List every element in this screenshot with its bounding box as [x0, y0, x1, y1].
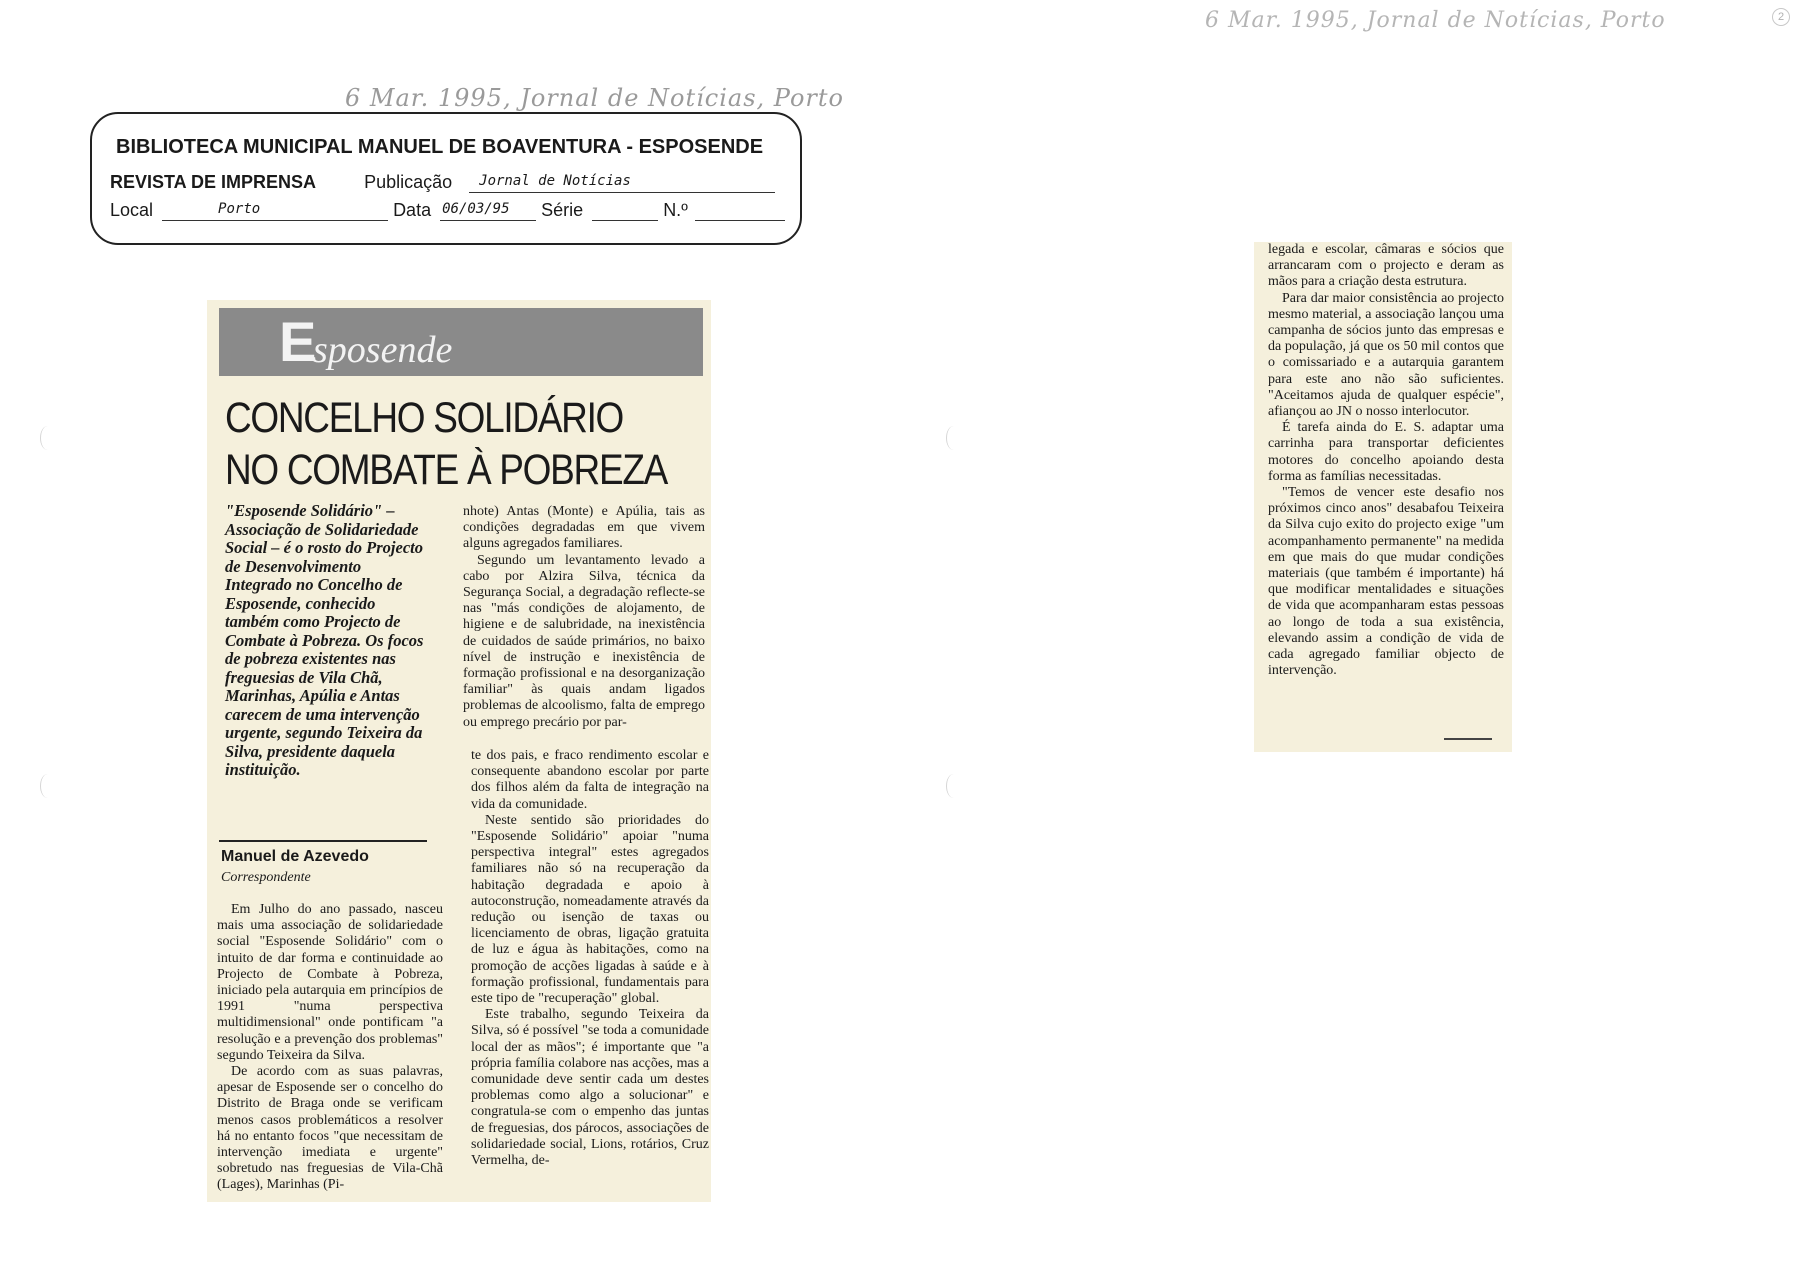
section-banner: [219, 308, 703, 376]
stamp-title: BIBLIOTECA MUNICIPAL MANUEL DE BOAVENTURA - ESPOSENDE: [116, 136, 764, 158]
publicacao-label: Publicação: [364, 172, 453, 192]
article-column-1: [217, 902, 443, 1194]
handwritten-note-right: 6 Mar. 1995, Jornal de Notícias, Porto: [1205, 8, 1666, 33]
punch-hole-mark: [40, 774, 55, 798]
banner-section-name: sposende: [313, 329, 453, 371]
article-column-4: [1268, 242, 1504, 679]
article-lead: "Esposende Solidário" – Associação de Solidariedade Social – é o rosto do Projecto de Desenvolvimento Integrado no Concelho de Esposende, conhecido também como Projecto de Combate à Pobreza. Os focos de pobreza existentes nas freguesias de Vila Chã, Marinhas, Apúlia e Antas carecem de uma intervenção urgente, segundo Teixeira da Silva, presidente daquela instituição.: [225, 501, 424, 779]
paragraph: Segundo um levantamento levado a cabo por Alzira Silva, técnica da Segurança Social, a degradação reflecte-se nas "más condições de alojamento, de higiene e de salubridade, na inexistência de cuidados de saúde primários, no baixo nível de instrução e inexistência de formação profissional e na desorganização familiar" às quais andam ligados problemas de alcoolismo, falta de emprego ou emprego precário por par-: [463, 552, 705, 730]
paragraph: É tarefa ainda do E. S. adaptar uma carrinha para transportar deficientes motores do concelho apoiando desta forma as famílias necessitadas.: [1268, 420, 1504, 484]
paragraph: Neste sentido são prioridades do "Esposende Solidário" apoiar "numa perspectiva integral" estes agregados familiares não só na recuperação da habitação degradada e apoio à autoconstrução, nomeadamente através da redução ou isenção de taxas ou licenciamento de obras, ligação gratuita de luz e água às habitações, como na promoção de acções ligadas à saúde e à formação profissional, fundamentais para este tipo de "recuperação" global.: [471, 812, 709, 1007]
handwritten-note-top: 6 Mar. 1995, Jornal de Notícias, Porto: [345, 84, 844, 112]
newspaper-clipping-continuation: [1254, 242, 1512, 752]
data-value: 06/03/95: [440, 201, 536, 221]
headline: [225, 392, 667, 496]
local-label: Local: [110, 200, 154, 220]
paragraph: legada e escolar, câmaras e sócios que arrancaram com o projecto e deram as mãos para a criação desta estrutura.: [1268, 242, 1504, 290]
article-column-3: [471, 748, 709, 1169]
serie-value: [592, 201, 658, 221]
page-number: 2: [1772, 8, 1790, 26]
newspaper-clipping-main: [207, 300, 711, 1202]
stamp-section-label: REVISTA DE IMPRENSA: [110, 172, 317, 192]
author-name: Manuel de Azevedo: [221, 848, 369, 865]
author-role: Correspondente: [221, 870, 311, 885]
paragraph: te dos pais, e fraco rendimento escolar e consequente abandono escolar por parte dos filhos além da falta de integração na vida da comunidade.: [471, 748, 709, 812]
paragraph: Em Julho do ano passado, nasceu mais uma associação de solidariedade social "Esposende Solidário" com o intuito de dar forma e continuidade ao Projecto de Combate à Pobreza, iniciado pela autarquia em princípios de 1991 "numa perspectiva multidimensional" onde pontificam "a resolução e a prevenção dos problemas" segundo Teixeira da Silva.: [217, 902, 443, 1063]
punch-hole-mark: [946, 426, 961, 450]
library-stamp: [90, 112, 802, 245]
data-label: Data: [393, 200, 432, 220]
local-value: Porto: [162, 201, 388, 221]
numero-value: [695, 201, 785, 221]
paragraph: Para dar maior consistência ao projecto mesmo material, a associação lançou uma campanha de sócios junto das empresas e da população, já que os 50 mil contos que o comissariado e a autarquia garantem para este ano não são suficientes. "Aceitamos ajuda de qualquer espécie", afiançou ao JN o nosso interlocutor.: [1268, 290, 1504, 420]
stamp-row-publication: [110, 172, 775, 193]
serie-label: Série: [541, 200, 584, 220]
paragraph: nhote) Antas (Monte) e Apúlia, tais as condições degradadas em que vivem alguns agregados familiares.: [463, 504, 705, 552]
byline-divider: [219, 840, 427, 842]
paragraph: Este trabalho, segundo Teixeira da Silva, só é possível "se toda a comunidade local der as mãos"; é importante que "a própria família colabore nas acções, mas a comunidade deve sentir cada um destes problemas como algo a solucionar" e congratula-se com o empenho das juntas de freguesias, dos párocos, associações de solidariedade social, Lions, rotários, Cruz Vermelha, de-: [471, 1007, 709, 1169]
publicacao-value: Jornal de Notícias: [469, 173, 775, 193]
paragraph: "Temos de vencer este desafio nos próximos cinco anos" desabafou Teixeira da Silva cujo exito do projecto exige "um acompanhamento permanente" na medida em que mais do que mudar condições materiais (que também é importante) há que modificar mentalidades e situações de vida que acompanharam estas pessoas ao longo de toda a sua existência, elevando assim a condição de vida de cada agregado familiar objecto de intervenção.: [1268, 485, 1504, 679]
article-column-2: [463, 504, 705, 731]
numero-label: N.º: [663, 200, 688, 220]
headline-line-1: CONCELHO SOLIDÁRIO: [225, 394, 624, 442]
banner-initial: E: [279, 310, 317, 373]
punch-hole-mark: [40, 426, 55, 450]
punch-hole-mark: [946, 774, 961, 798]
paragraph: De acordo com as suas palavras, apesar de Esposende ser o concelho do Distrito de Braga onde se verificam menos casos problemáticos a resolver há no entanto focos "que necessitam de intervenção imediata e urgente" sobretudo nas freguesias de Vila-Chã (Lages), Marinhas (Pi-: [217, 1064, 443, 1193]
article-end-rule: [1444, 738, 1492, 740]
headline-line-2: NO COMBATE À POBREZA: [225, 446, 667, 494]
stamp-row-details: [110, 200, 785, 221]
